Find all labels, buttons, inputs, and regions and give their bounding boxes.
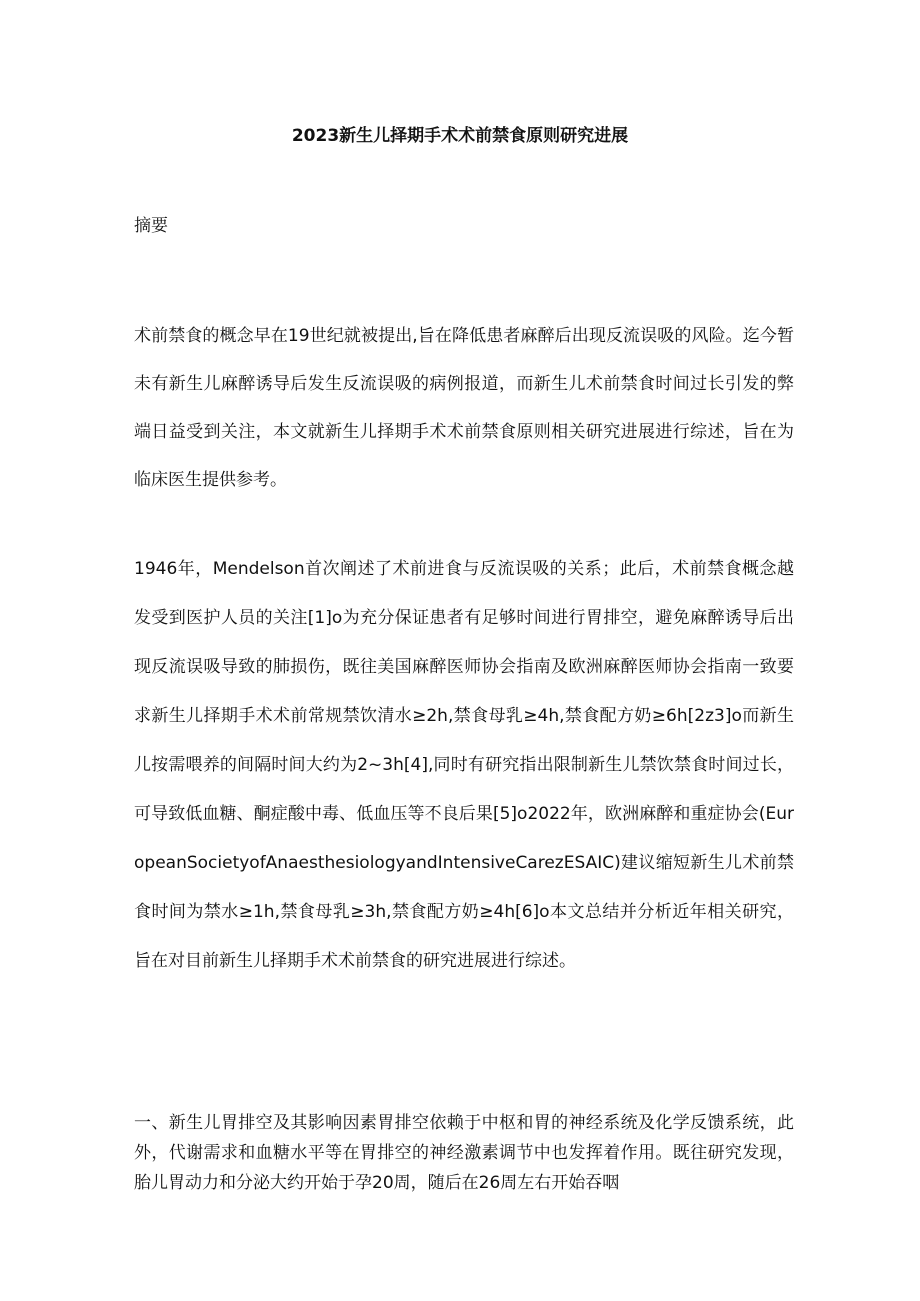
paragraph-intro: 术前禁食的概念早在19世纪就被提出,旨在降低患者麻醉后出现反流误吸的风险。迄今暂未有新生儿麻醉诱导后发生反流误吸的病例报道，而新生儿术前禁食时间过长引发的弊端日益受到关注，本文就新生儿择期手术术前禁食原则相关研究进展进行综述，旨在为临床医生提供参考。	[134, 326, 794, 490]
paragraph-history: 1946年，Mendelson首次阐述了术前进食与反流误吸的关系；此后，术前禁食概念越发受到医护人员的关注[1]o为充分保证患者有足够时间进行胃排空，避免麻醉诱导后出现反流误吸导致的肺损伤，既往美国麻醉医师协会指南及欧洲麻醉医师协会指南一致要求新生儿择期手术术前常规禁饮清水≥2h,禁食母乳≥4h,禁食配方奶≥6h[2z3]o而新生儿按需喂养的间隔时间大约为2~3h[4],同时有研究指出限制新生儿禁饮禁食时间过长，可导致低血糖、酮症酸中毒、低血压等不良后果[5]o2022年，欧洲麻醉和重症协会(EuropeanSocietyofAnaesthesiologyandIntensiveCarezESAIC)建议缩短新生儿术前禁食时间为禁水≥1h,禁食母乳≥3h,禁食配方奶≥4h[6]o本文总结并分析近年相关研究，旨在对目前新生儿择期手术术前禁食的研究进展进行综述。	[134, 559, 794, 971]
paragraph-section-one: 一、新生儿胃排空及其影响因素胃排空依赖于中枢和胃的神经系统及化学反馈系统，此外，代谢需求和血糖水平等在胃排空的神经激素调节中也发挥着作用。既往研究发现，胎儿胃动力和分泌大约开始于孕20周，随后在26周左右开始吞咽	[134, 1113, 794, 1193]
document-title: 2023新生儿择期手术术前禁食原则研究进展	[291, 126, 629, 146]
abstract-heading: 摘要	[134, 216, 168, 236]
